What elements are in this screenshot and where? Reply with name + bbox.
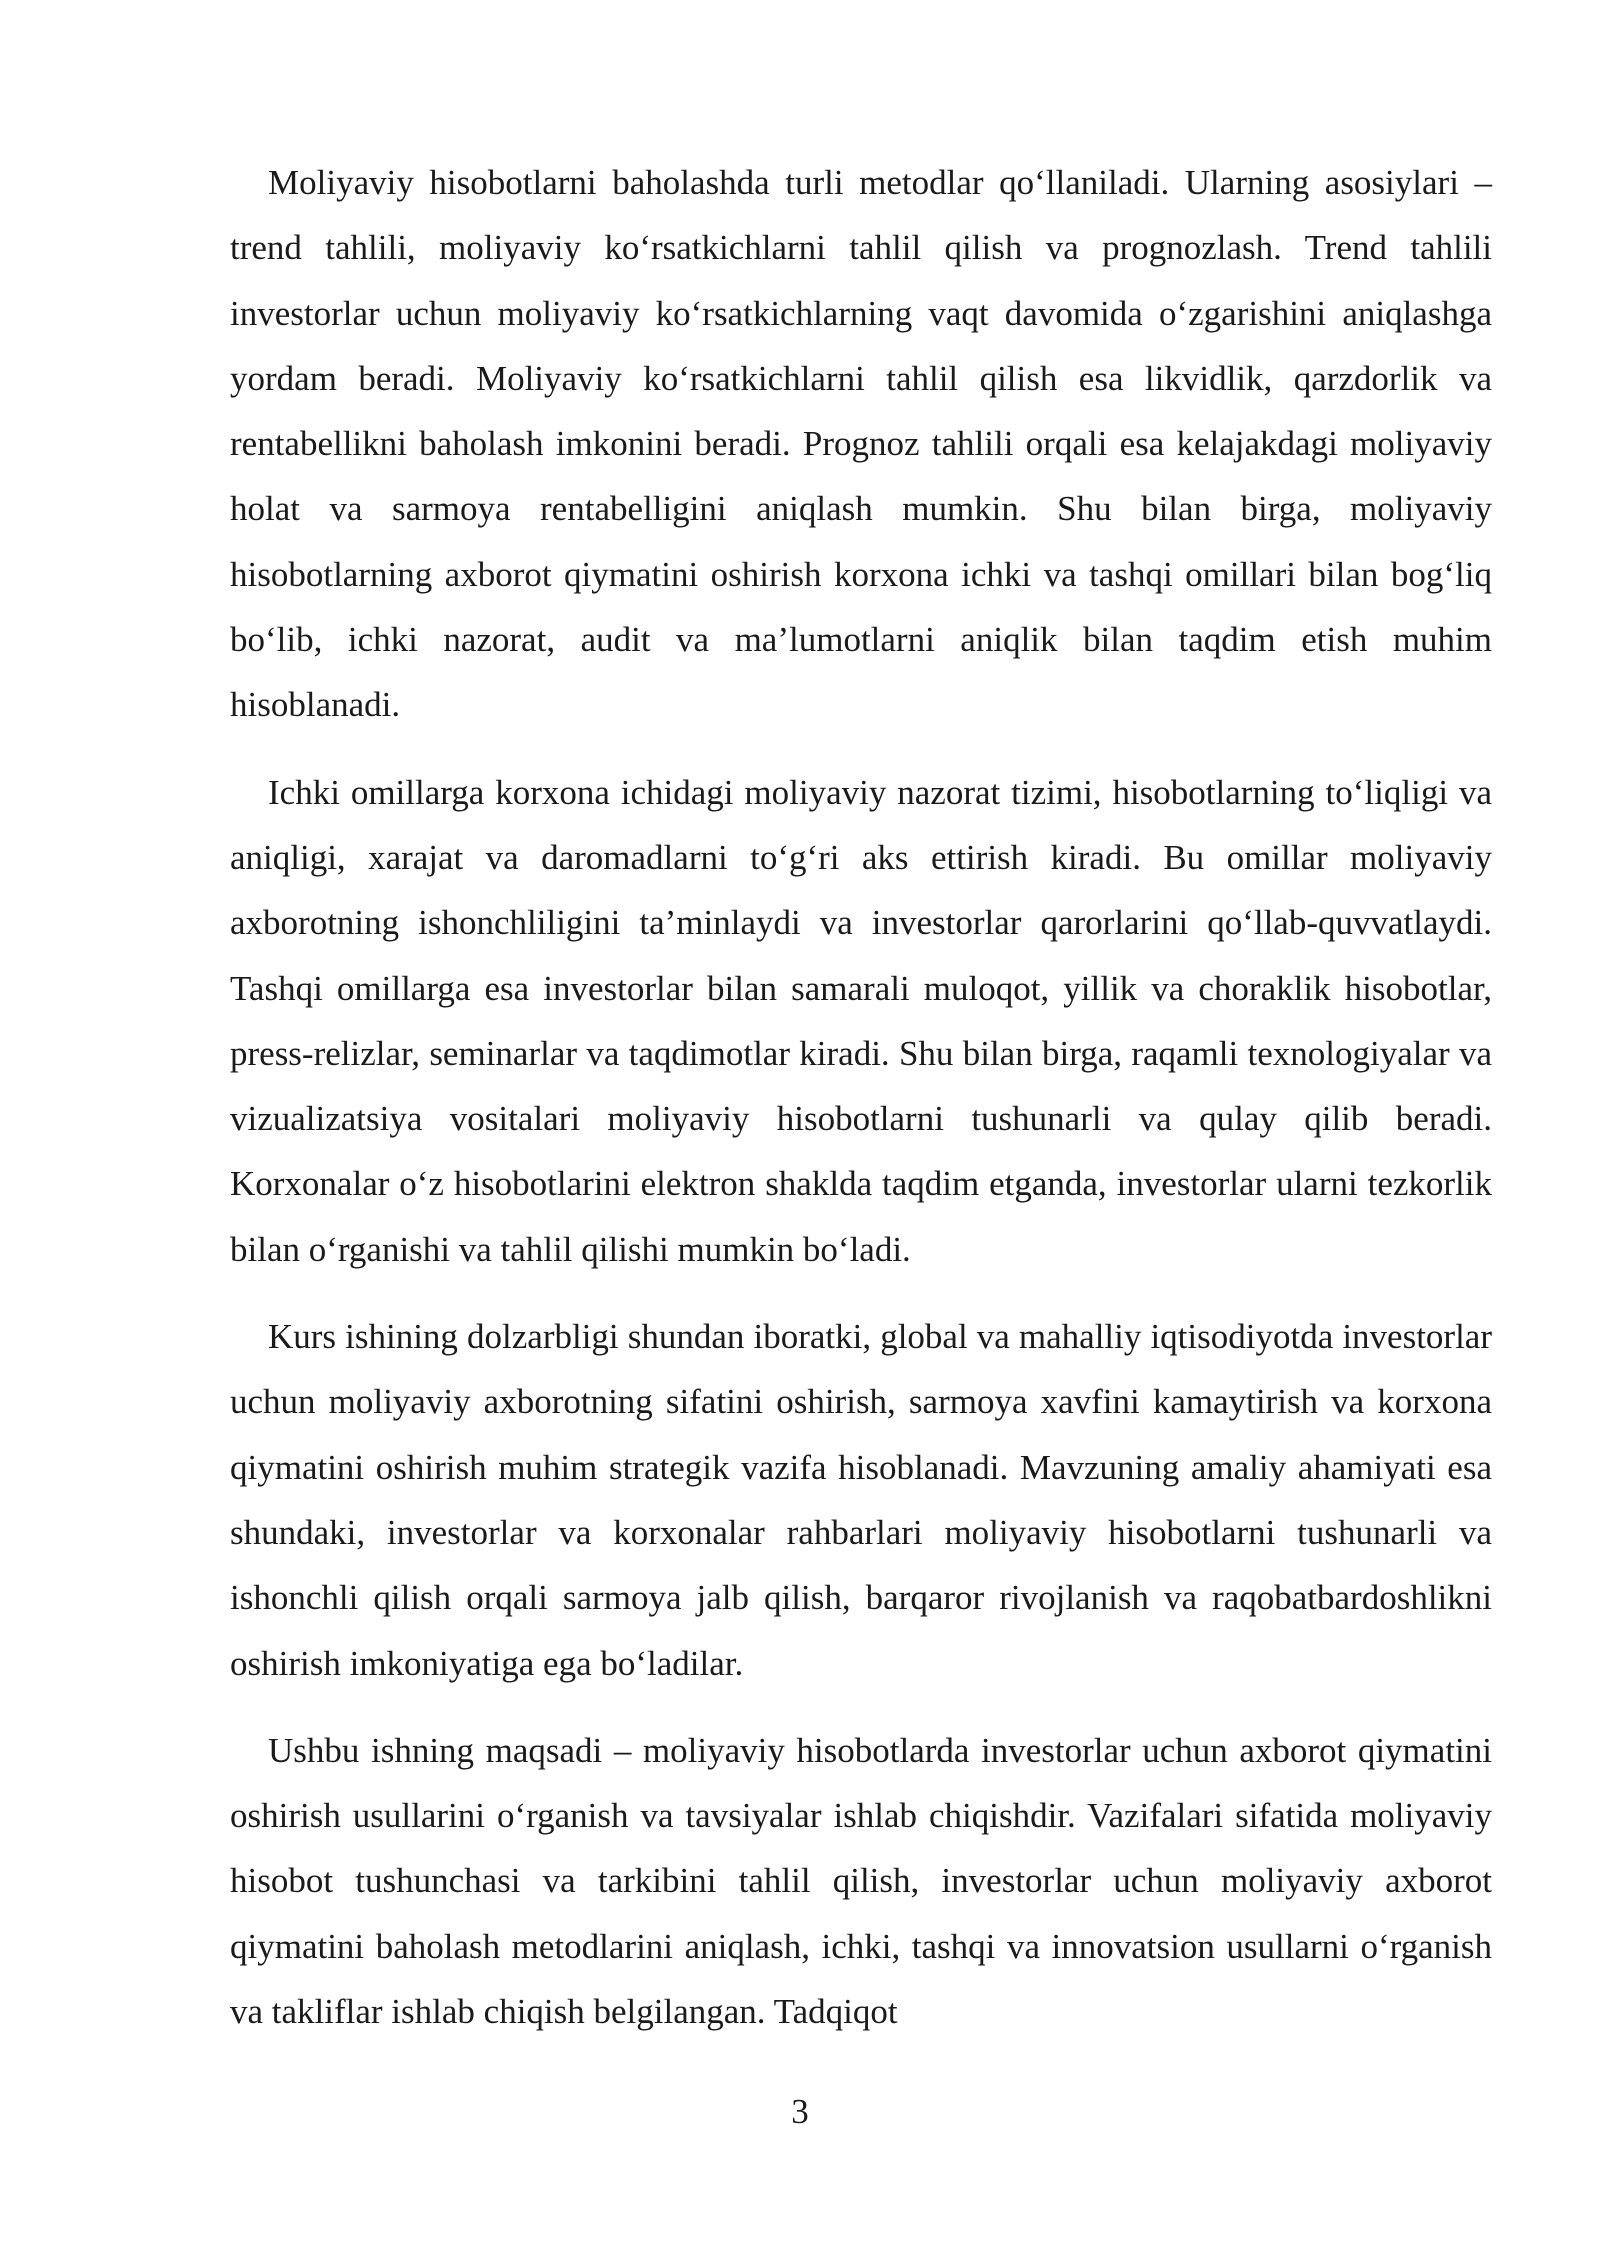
paragraph-4: Ushbu ishning maqsadi – moliyaviy hisobotlarda investorlar uchun axborot qiymatini oshirish usullarini o‘rganish va tavsiyalar ishlab chiqishdir. Vazifalari sifatida moliyaviy hisobot tushunchasi va tarkibini tahlil qilish, investorlar uchun moliyaviy axborot qiymatini baholash metodlarini aniqlash, ichki, tashqi va innovatsion usullarni o‘rganish va takliflar ishlab chiqish belgilangan. Tadqiqot: [230, 1730, 1492, 2032]
paragraph-2: Ichki omillarga korxona ichidagi moliyaviy nazorat tizimi, hisobotlarning to‘liqligi va aniqligi, xarajat va daromadlarni to‘g‘ri aks ettirish kiradi. Bu omillar moliyaviy axborotning ishonchliligini ta’minlaydi va investorlar qarorlarini qo‘llab-quvvatlaydi. Tashqi omillarga esa investorlar bilan samarali muloqot, yillik va choraklik hisobotlar, press-relizlar, seminarlar va taqdimotlar kiradi. Shu bilan birga, raqamli texnologiyalar va vizualizatsiya vositalari moliyaviy hisobotlarni tushunarli va qulay qilib beradi. Korxonalar o‘z hisobotlarini elektron shaklda taqdim etganda, investorlar ularni tezkorlik bilan o‘rganishi va tahlil qilishi mumkin bo‘ladi.: [230, 772, 1492, 1269]
paragraph-1: Moliyaviy hisobotlarni baholashda turli metodlar qo‘llaniladi. Ularning asosiylari – trend tahlili, moliyaviy ko‘rsatkichlarni tahlil qilish va prognozlash. Trend tahlili investorlar uchun moliyaviy ko‘rsatkichlarning vaqt davomida o‘zgarishini aniqlashga yordam beradi. Moliyaviy ko‘rsatkichlarni tahlil qilish esa likvidlik, qarzdorlik va rentabellikni baholash imkonini beradi. Prognoz tahlili orqali esa kelajakdagi moliyaviy holat va sarmoya rentabelligini aniqlash mumkin. Shu bilan birga, moliyaviy hisobotlarning axborot qiymatini oshirish korxona ichki va tashqi omillari bilan bog‘liq bo‘lib, ichki nazorat, audit va ma’lumotlarni aniqlik bilan taqdim etish muhim hisoblanadi.: [230, 163, 1492, 725]
body-text: [230, 150, 1492, 2066]
paragraph-3: Kurs ishining dolzarbligi shundan iboratki, global va mahalliy iqtisodiyotda investorlar uchun moliyaviy axborotning sifatini oshirish, sarmoya xavfini kamaytirish va korxona qiymatini oshirish muhim strategik vazifa hisoblanadi. Mavzuning amaliy ahamiyati esa shundaki, investorlar va korxonalar rahbarlari moliyaviy hisobotlarni tushunarli va ishonchli qilish orqali sarmoya jalb qilish, barqaror rivojlanish va raqobatbardoshlikni oshirish imkoniyatiga ega bo‘ladilar.: [230, 1317, 1492, 1683]
page-number: 3: [791, 2092, 809, 2131]
